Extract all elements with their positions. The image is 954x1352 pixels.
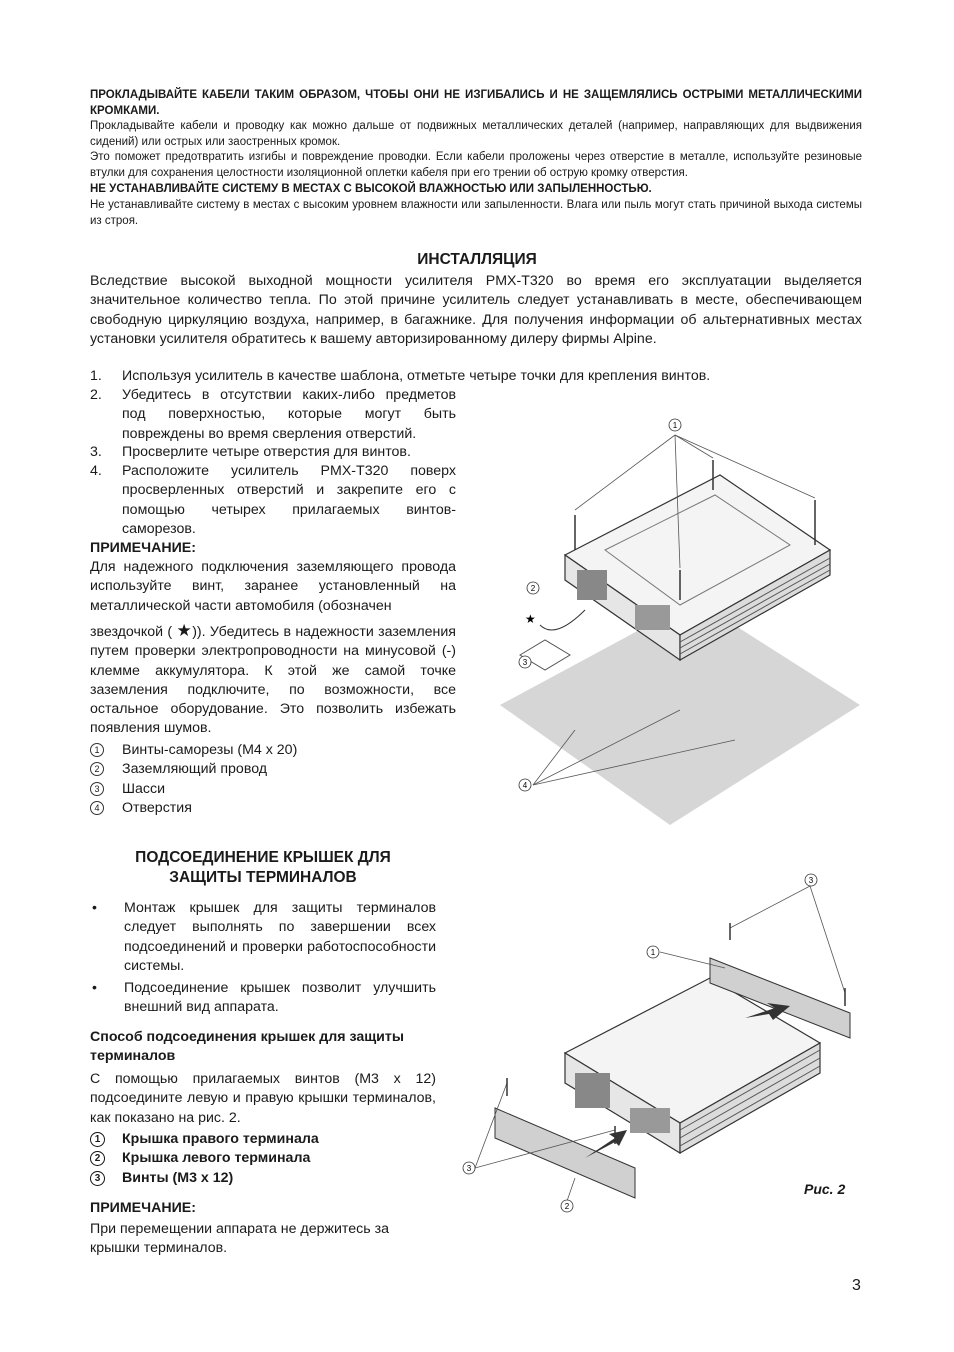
part-text: Крышка правого терминала	[122, 1131, 319, 1147]
part-item	[90, 1149, 436, 1168]
callout-3	[519, 656, 531, 668]
terminal-block	[577, 570, 607, 600]
figure-terminal-covers-diagram	[455, 868, 865, 1213]
warning-text-cables-a: Прокладывайте кабели и проводку как можно дальше от подвижных металлических деталей (например, направляющих для выдвижения сидений) или острых или заостренных кромок.	[90, 120, 862, 148]
covers-note-text: При перемещении аппарата не держитесь за крышки терминалов.	[90, 1221, 389, 1257]
install-step-2	[90, 386, 456, 444]
note-text-pre: звездочкой (	[90, 624, 173, 640]
covers-title-line2: ЗАЩИТЫ ТЕРМИНАЛОВ	[169, 869, 357, 886]
covers-method-title: Способ подсоединения крышек для защиты терминалов	[90, 1029, 404, 1065]
legend-text: Заземляющий провод	[122, 761, 268, 778]
bullet-mark: •	[92, 980, 97, 997]
bullet-text: Подсоединение крышек позволит улучшить внешний вид аппарата.	[124, 980, 436, 1016]
part-text: Винты (M3 x 12)	[122, 1169, 234, 1186]
bullet-item	[90, 899, 436, 976]
installation-intro: Вследствие высокой выходной мощности усилителя PMX-T320 во время его эксплуатации выделяется значительное количество тепла. По этой причине усилитель следует устанавливать в месте, обеспечивающем свободную циркуляцию воздуха, например, в багажнике. Для получения информации об альтернативных местах установки усилителя обратитесь к вашему авторизированному дилеру фирмы Alpine.	[90, 273, 862, 347]
step-text: Убедитесь в отсутствии каких-либо предметов под поверхностью, которые могут быть повреждены во время сверления отверстий.	[122, 387, 456, 442]
step-text: Расположите усилитель PMX-T320 поверх просверленных отверстий и закрепите его с помощью четырех прилагаемых винтов-саморезов.	[122, 463, 456, 537]
part-number: 3	[90, 1171, 105, 1186]
install-step-4	[90, 462, 456, 539]
callout-label: 3	[522, 658, 528, 667]
legend-item	[90, 799, 456, 818]
callout-label: 2	[564, 1202, 570, 1211]
covers-parts	[90, 1130, 436, 1188]
left-terminal-cover	[495, 1108, 635, 1198]
terminal-block	[575, 1073, 610, 1108]
callout-2	[527, 582, 539, 594]
callout-2	[561, 1200, 573, 1212]
legend-text: Отверстия	[122, 799, 192, 816]
callout-label: 3	[466, 1164, 472, 1173]
terminal-block	[630, 1108, 670, 1133]
callout-number: 2	[90, 762, 104, 776]
legend-item	[90, 741, 456, 760]
bullet-text: Монтаж крышек для защиты терминалов следует выполнять по завершении всех подсоединений и проверки работоспособности системы.	[124, 900, 436, 974]
callout-3	[805, 874, 817, 886]
part-item	[90, 1130, 436, 1149]
warning-text-humidity: Не устанавливайте систему в местах с высоким уровнем влажности или запыленности. Влага или пыль могут стать причиной выхода системы из строя.	[90, 199, 862, 227]
page-number: 3	[852, 1277, 861, 1294]
installation-title: ИНСТАЛЛЯЦИЯ	[417, 251, 537, 268]
callout-label: 1	[672, 421, 678, 430]
callout-1	[647, 946, 659, 958]
step-text: Используя усилитель в качестве шаблона, отметьте четыре точки для крепления винтов.	[122, 368, 711, 384]
callout-line	[567, 1178, 575, 1201]
callout-4	[519, 779, 531, 791]
legend-item	[90, 780, 456, 799]
step-number: 3.	[90, 444, 102, 460]
step-number: 2.	[90, 387, 102, 403]
bullet-item	[90, 979, 436, 1018]
amplifier-top	[565, 475, 830, 635]
covers-title-line1: ПОДСОЕДИНЕНИЕ КРЫШЕК ДЛЯ	[135, 849, 391, 866]
covers-title	[90, 848, 436, 888]
star-icon: ★	[176, 621, 193, 640]
callout-line	[730, 886, 810, 928]
legend-text: Винты-саморезы (M4 x 20)	[122, 742, 298, 758]
install-step-3	[90, 443, 456, 462]
figure-installation-diagram	[495, 410, 865, 830]
star-icon: ★	[525, 612, 536, 626]
install-note-text-a: Для надежного подключения заземляющего провода используйте винт, заранее установленный на металлической части автомобиля (обозначен	[90, 559, 456, 614]
ground-wire	[540, 610, 585, 630]
part-number: 2	[90, 1151, 105, 1166]
warning-heading-cables: ПРОКЛАДЫВАЙТЕ КАБЕЛИ ТАКИМ ОБРАЗОМ, ЧТОБЫ ОНИ НЕ ИЗГИБАЛИСЬ И НЕ ЗАЩЕМЛЯЛИСЬ ОСТРЫМИ МЕТАЛЛИЧЕСКИМИ КРОМКАМИ.	[90, 89, 862, 117]
step-number: 1.	[90, 368, 102, 384]
terminal-block	[635, 605, 670, 630]
part-number: 1	[90, 1132, 105, 1147]
warning-text-cables-b: Это поможет предотвратить изгибы и повреждение проводки. Если кабели проложены через отверстие в металле, используйте резиновые втулки для сохранения целостности изоляционной оплетки кабеля при его трении об острую кромку отверстия.	[90, 151, 862, 179]
part-item	[90, 1169, 436, 1188]
note-text-post: )). Убедитесь в надежности заземления путем проверки электропроводности на минусовой (-) клемме аккумулятора. К этой же самой точке заземления подключите, по возможности, все остальное оборудование. Это позволить избежать появления шумов.	[90, 624, 456, 737]
warning-heading-humidity: НЕ УСТАНАВЛИВАЙТЕ СИСТЕМУ В МЕСТАХ С ВЫСОКОЙ ВЛАЖНОСТЬЮ ИЛИ ЗАПЫЛЕННОСТЬЮ.	[90, 183, 652, 195]
install-note-title: ПРИМЕЧАНИЕ:	[90, 540, 196, 556]
covers-bullets	[90, 899, 436, 1018]
legend-text: Шасси	[122, 780, 166, 797]
callout-line	[810, 886, 845, 993]
install-note-text-b	[90, 621, 456, 739]
callout-number: 1	[90, 743, 104, 757]
callout-number: 4	[90, 801, 104, 815]
step-text: Просверлите четыре отверстия для винтов.	[122, 444, 411, 460]
part-text: Крышка левого терминала	[122, 1150, 311, 1167]
install-legend	[90, 741, 456, 818]
callout-line	[575, 435, 675, 510]
covers-method-text: С помощью прилагаемых винтов (M3 x 12) подсоедините левую и правую крышки терминалов, как показано на рис. 2.	[90, 1071, 436, 1126]
callout-label: 4	[522, 781, 528, 790]
install-step-1	[90, 367, 862, 386]
callout-label: 2	[530, 584, 536, 593]
step-number: 4.	[90, 463, 102, 479]
callout-label: 3	[808, 876, 814, 885]
callout-line	[675, 435, 713, 458]
bullet-mark: •	[92, 900, 97, 916]
covers-note-title: ПРИМЕЧАНИЕ:	[90, 1200, 196, 1216]
callout-3b	[463, 1162, 475, 1174]
callout-1	[669, 419, 681, 431]
callout-label: 1	[650, 948, 656, 957]
legend-item	[90, 760, 456, 779]
figure-caption: Рис. 2	[804, 1181, 846, 1197]
callout-number: 3	[90, 782, 104, 796]
arrow-icon	[585, 1130, 627, 1158]
